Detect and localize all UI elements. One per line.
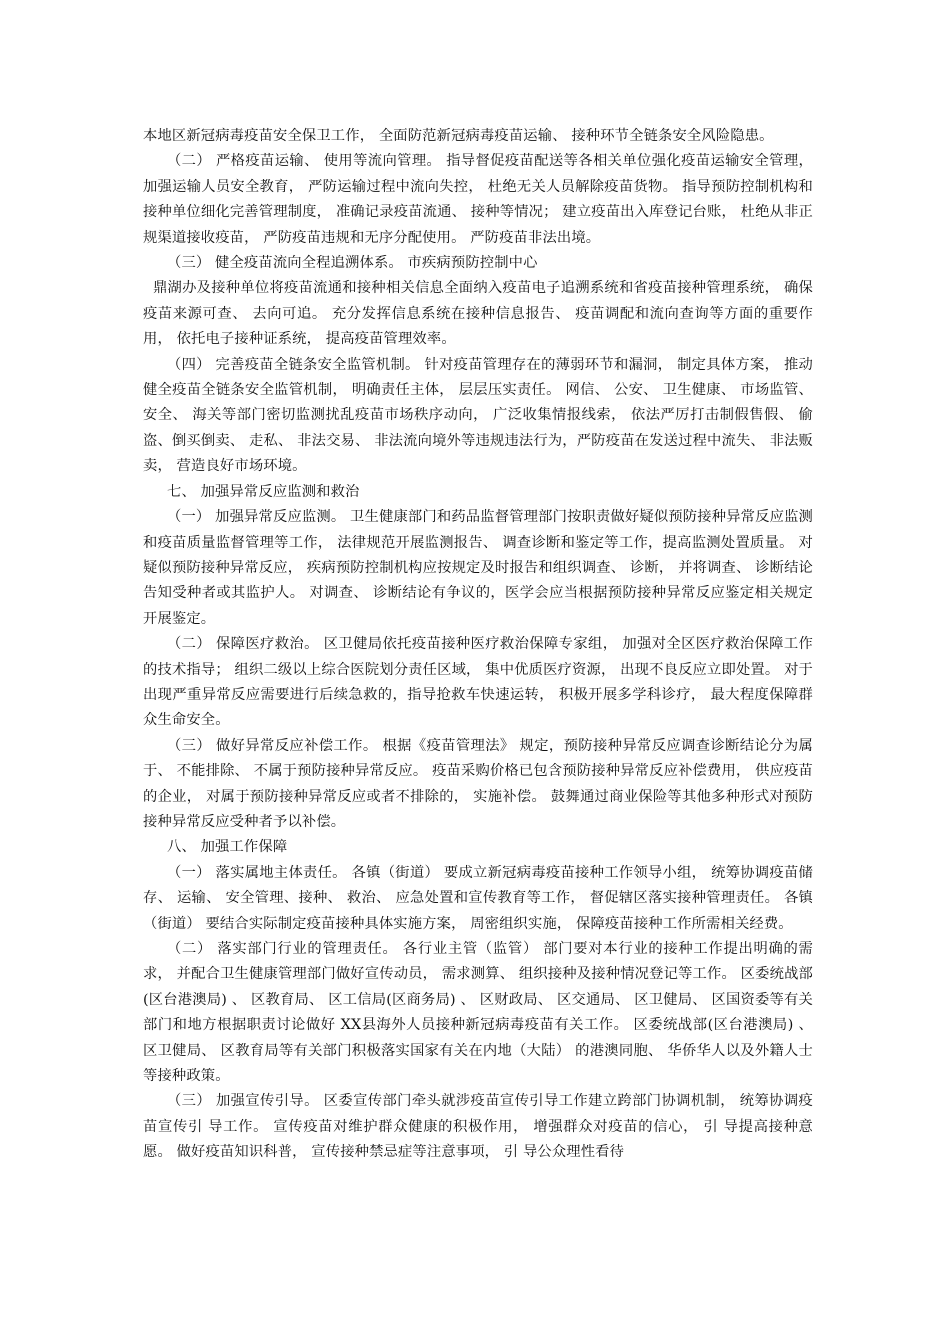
paragraph-supervision-mechanism: （四） 完善疫苗全链条安全监管机制。 针对疫苗管理存在的薄弱环节和漏洞， 制定具体方案， 推动健全疫苗全链条安全监管机制， 明确责任主体， 层层压实责任。 网信、 公安、 卫生健康、 市场监管、 安全、 海关等部门密切监测扰乱疫苗市场秩序动向， 广泛收集情报线索， 依法严厉打击制假售假、 偷盗、倒买倒卖、 走私、 非法交易、 非法流向境外等违规违法行为，严防疫苗在发送过程中流失、 非法贩卖， 营造良好市场环境。 (143, 356, 813, 475)
paragraph-territorial-responsibility: （一） 落实属地主体责任。 各镇（街道） 要成立新冠病毒疫苗接种工作领导小组， 统筹协调疫苗储存、 运输、 安全管理、接种、 救治、 应急处置和宣传教育等工作， 督促辖区落实接种管理责任。 各镇（街道） 要结合实际制定疫苗接种具体实施方案， 周密组织实施， 保障疫苗接种工作所需相关经费。 (143, 864, 813, 932)
paragraph-continuation: 本地区新冠病毒疫苗安全保卫工作， 全面防范新冠病毒疫苗运输、 接种环节全链条安全风险隐患。 (143, 128, 774, 144)
paragraph-department-responsibility: （二） 落实部门行业的管理责任。 各行业主管（监管） 部门要对本行业的接种工作提出明确的需求， 并配合卫生健康管理部门做好宣传动员， 需求测算、 组织接种及接种情况登记等工作。 区委统战部(区台港澳局) 、 区教育局、 区工信局(区商务局) 、 区财政局、 区交通局、 区卫健局、 区国资委等有关部门和地方根据职责讨论做好 XX县海外人员接种新冠病毒疫苗有关工作。 区委统战部(区台港澳局) 、 区卫健局、 区教育局等有关部门积极落实国家有关在内地（大陆） 的港澳同胞、 华侨华人以及外籍人士等接种政策。 (143, 941, 813, 1085)
paragraph-compensation: （三） 做好异常反应补偿工作。 根据《疫苗管理法》 规定，预防接种异常反应调查诊断结论分为属于、 不能排除、 不属于预防接种异常反应。 疫苗采购价格已包含预防接种异常反应补偿费用， 供应疫苗的企业， 对属于预防接种异常反应或者不排除的， 实施补偿。 鼓舞通过商业保险等其他多种形式对预防接种异常反应受种者予以补偿。 (143, 737, 813, 830)
section-heading-eight: 八、 加强工作保障 (167, 839, 288, 856)
paragraph-reaction-monitoring: （一） 加强异常反应监测。 卫生健康部门和药品监督管理部门按职责做好疑似预防接种异常反应监测和疫苗质量监督管理等工作， 法律规范开展监测报告、 调查诊断和鉴定等工作，提高监测处置质量。 对疑似预防接种异常反应， 疾病预防控制机构应按规定及时报告和组织调查、 诊断， 并将调查、 诊断结论告知受种者或其监护人。 对调查、 诊断结论有争议的，医学会应当根据预防接种异常反应鉴定相关规定开展鉴定。 (143, 509, 813, 627)
paragraph-medical-treatment: （二） 保障医疗救治。 区卫健局依托疫苗接种医疗救治保障专家组， 加强对全区医疗救治保障工作的技术指导； 组织二级以上综合医院划分责任区域， 集中优质医疗资源， 出现不良反应立即处置。 对于出现严重异常反应需要进行后续急救的，指导抢救车快速运转， 积极开展多学科诊疗， 最大程度保障群众生命安全。 (143, 636, 813, 729)
document-page (143, 124, 813, 1166)
paragraph-transport-management: （二） 严格疫苗运输、 使用等流向管理。 指导督促疫苗配送等各相关单位强化疫苗运输安全管理， 加强运输人员安全教育， 严防运输过程中流向失控， 杜绝无关人员解除疫苗货物。 指导预防控制机构和接种单位细化完善管理制度， 准确记录疫苗流通、 接种等情况； 建立疫苗出入库登记台账， 杜绝从非正规渠道接收疫苗， 严防疫苗违规和无序分配使用。 严防疫苗非法出境。 (143, 153, 813, 246)
paragraph-traceability-body: 鼎湖办及接种单位将疫苗流通和接种相关信息全面纳入疫苗电子追溯系统和省疫苗接种管理系统， 确保疫苗来源可查、 去向可追。 充分发挥信息系统在接种信息报告、 疫苗调配和流向查询等方面的重要作用， 依托电子接种证系统， 提高疫苗管理效率。 (143, 280, 813, 348)
paragraph-publicity-guidance: （三） 加强宣传引导。 区委宣传部门牵头就涉疫苗宣传引导工作建立跨部门协调机制， 统筹协调疫苗宣传引 导工作。 宣传疫苗对维护群众健康的积极作用， 增强群众对疫苗的信心， 引 导提高接种意愿。 做好疫苗知识科普， 宣传接种禁忌症等注意事项， 引 导公众理性看待 (143, 1093, 813, 1161)
paragraph-traceability-heading: （三） 健全疫苗流向全程追溯体系。 市疾病预防控制中心 (167, 255, 538, 272)
section-heading-seven: 七、 加强异常反应监测和救治 (167, 483, 360, 500)
